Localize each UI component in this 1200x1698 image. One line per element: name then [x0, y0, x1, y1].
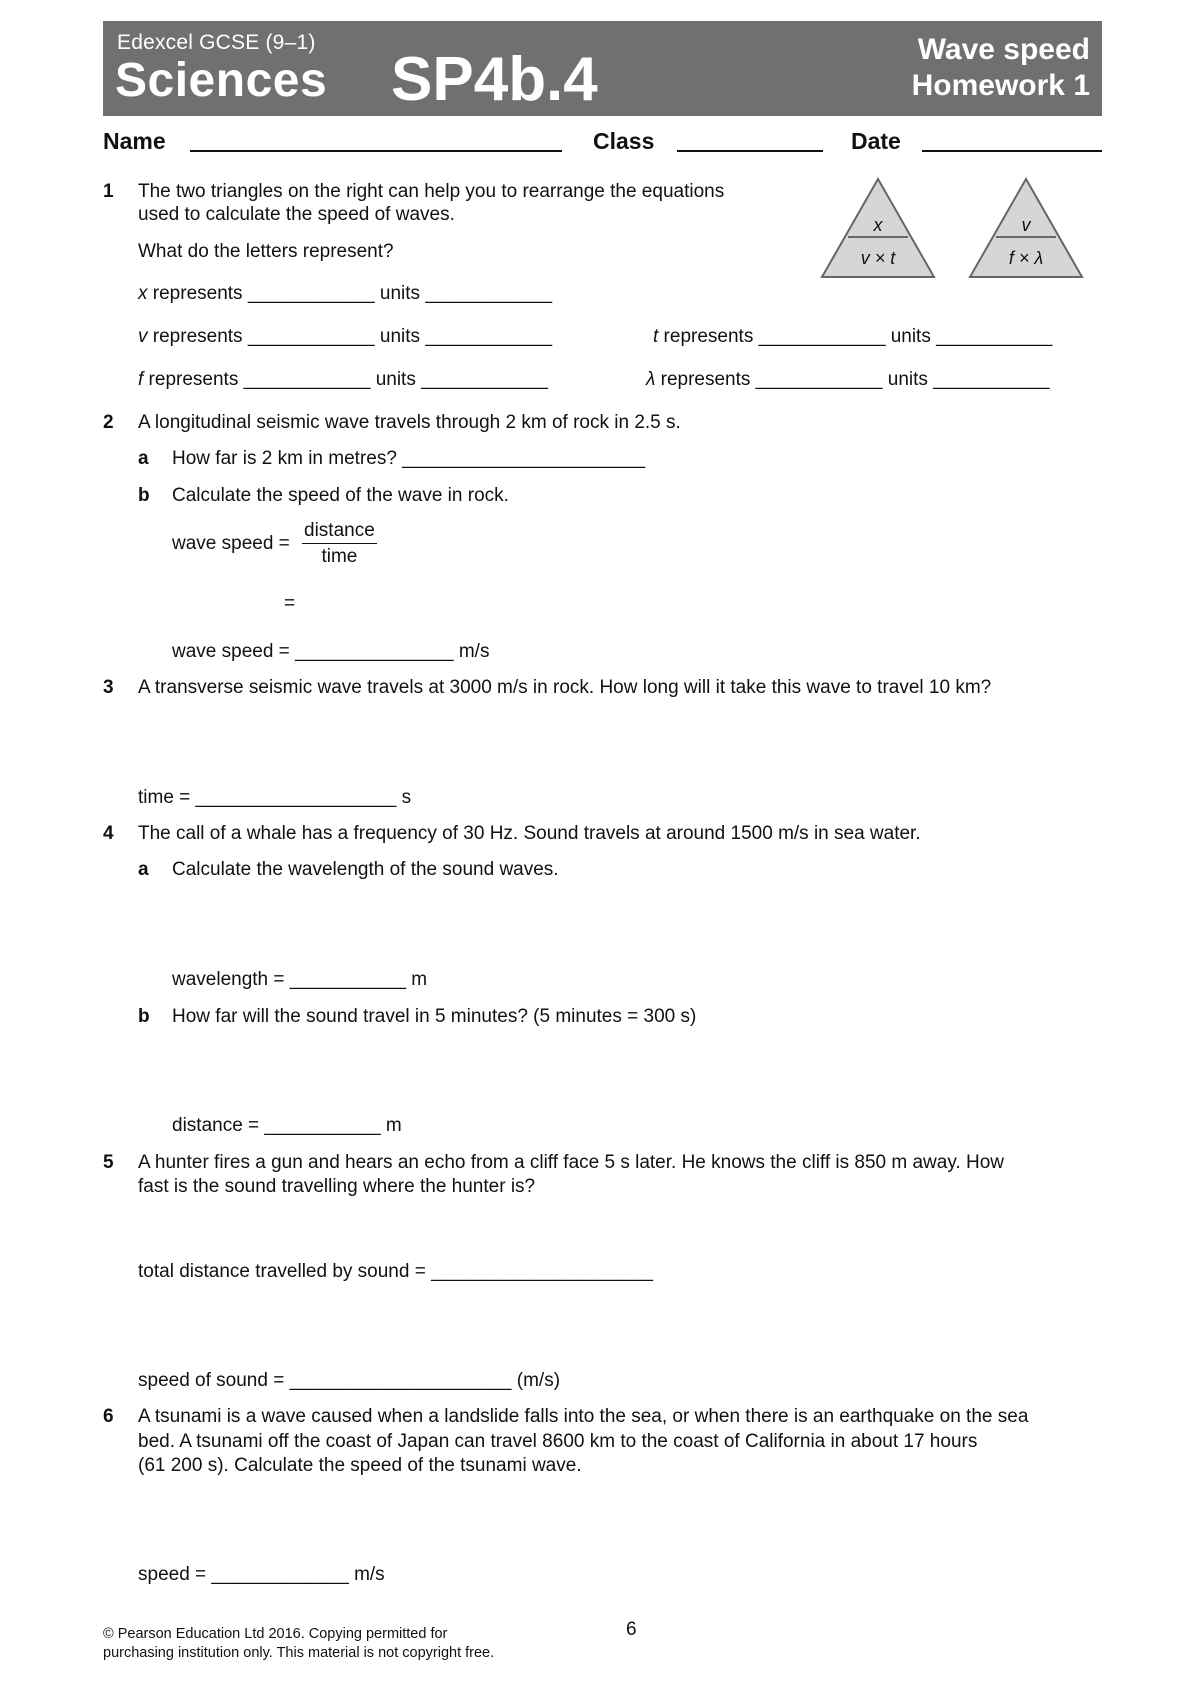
formula-fraction [302, 520, 377, 568]
page-number: 6 [626, 1619, 637, 1640]
class-field[interactable] [677, 150, 823, 152]
question-text: Calculate the wavelength of the sound waves. [172, 859, 559, 880]
symbol: t [653, 326, 659, 347]
question-text: fast is the sound travelling where the hunter is? [138, 1176, 536, 1197]
name-field[interactable] [190, 150, 562, 152]
question-number: 1 [103, 181, 114, 202]
fraction-numerator: distance [302, 520, 377, 544]
question-text: used to calculate the speed of waves. [138, 204, 455, 225]
worksheet-code: SP4b.4 [391, 45, 598, 114]
brand-subtitle: Edexcel GCSE (9–1) [117, 31, 316, 54]
answer-line[interactable]: v represents ____________ units ____________ [138, 326, 553, 347]
question-text: A transverse seismic wave travels at 3000 m/s in rock. How long will it take this wave to travel 10 km? [138, 677, 992, 698]
answer-line[interactable]: speed of sound = _____________________ (m/s) [138, 1370, 561, 1391]
date-label: Date [851, 128, 901, 154]
question-number: 4 [103, 823, 114, 844]
question-text: A longitudinal seismic wave travels through 2 km of rock in 2.5 s. [138, 412, 681, 433]
question-text: Calculate the speed of the wave in rock. [172, 485, 509, 506]
symbol: f [138, 369, 144, 390]
triangle-top-label: v [1021, 215, 1031, 235]
question-number: 3 [103, 677, 114, 698]
answer-line[interactable]: f represents ____________ units ____________ [138, 369, 548, 390]
question-text: How far will the sound travel in 5 minutes? (5 minutes = 300 s) [172, 1006, 697, 1027]
copyright-notice: © Pearson Education Ltd 2016. Copying permitted for purchasing institution only. This material is not copyright free. [103, 1626, 495, 1661]
header-band [103, 21, 1102, 116]
answer-line[interactable]: time = ___________________ s [138, 787, 412, 808]
answer-line[interactable]: x represents ____________ units ____________ [138, 283, 553, 304]
answer-line[interactable]: λ represents ____________ units ___________ [646, 369, 1050, 390]
part-label: a [138, 448, 149, 469]
triangle-bottom-label: f × λ [1008, 248, 1044, 268]
triangle-bottom-label: v × t [860, 248, 896, 268]
date-field[interactable] [922, 150, 1102, 152]
question-number: 2 [103, 412, 114, 433]
question-number: 6 [103, 1406, 114, 1427]
brand-title: Sciences [115, 54, 328, 107]
answer-line[interactable]: total distance travelled by sound = _____________________ [138, 1261, 654, 1282]
answer-line[interactable]: wave speed = _______________ m/s [172, 641, 490, 662]
class-label: Class [593, 128, 655, 154]
fraction-denominator: time [321, 546, 358, 567]
worksheet-subtitle: Homework 1 [911, 69, 1090, 102]
triangle-diagram [966, 176, 1086, 280]
question-text: A tsunami is a wave caused when a landslide falls into the sea, or when there is an earthquake on the sea [138, 1406, 1029, 1427]
question-text: A hunter fires a gun and hears an echo from a cliff face 5 s later. He knows the cliff is 850 m away. How [138, 1152, 1005, 1173]
name-label: Name [103, 128, 166, 154]
symbol: v [138, 326, 148, 347]
answer-line[interactable]: How far is 2 km in metres? _______________________ [172, 448, 646, 469]
formula-lhs: wave speed = [172, 533, 290, 554]
question-text: (61 200 s). Calculate the speed of the tsunami wave. [138, 1455, 582, 1476]
part-label: b [138, 485, 150, 506]
question-text: The call of a whale has a frequency of 30 Hz. Sound travels at around 1500 m/s in sea water. [138, 823, 921, 844]
symbol: λ [646, 369, 656, 390]
answer-line[interactable]: t represents ____________ units ___________ [653, 326, 1053, 347]
triangle-diagram [818, 176, 938, 280]
equals-sign: = [284, 593, 296, 614]
worksheet-title: Wave speed [917, 33, 1090, 66]
part-label: b [138, 1006, 150, 1027]
question-text: The two triangles on the right can help you to rearrange the equations [138, 181, 725, 202]
symbol: x [138, 283, 148, 304]
answer-line[interactable]: distance = ___________ m [172, 1115, 402, 1136]
answer-line[interactable]: wavelength = ___________ m [172, 969, 428, 990]
question-number: 5 [103, 1152, 114, 1173]
question-text: bed. A tsunami off the coast of Japan can travel 8600 km to the coast of California in about 17 hours [138, 1431, 978, 1452]
question-text: What do the letters represent? [138, 241, 394, 262]
part-label: a [138, 859, 149, 880]
answer-line[interactable]: speed = _____________ m/s [138, 1564, 385, 1585]
triangle-top-label: x [873, 215, 883, 235]
